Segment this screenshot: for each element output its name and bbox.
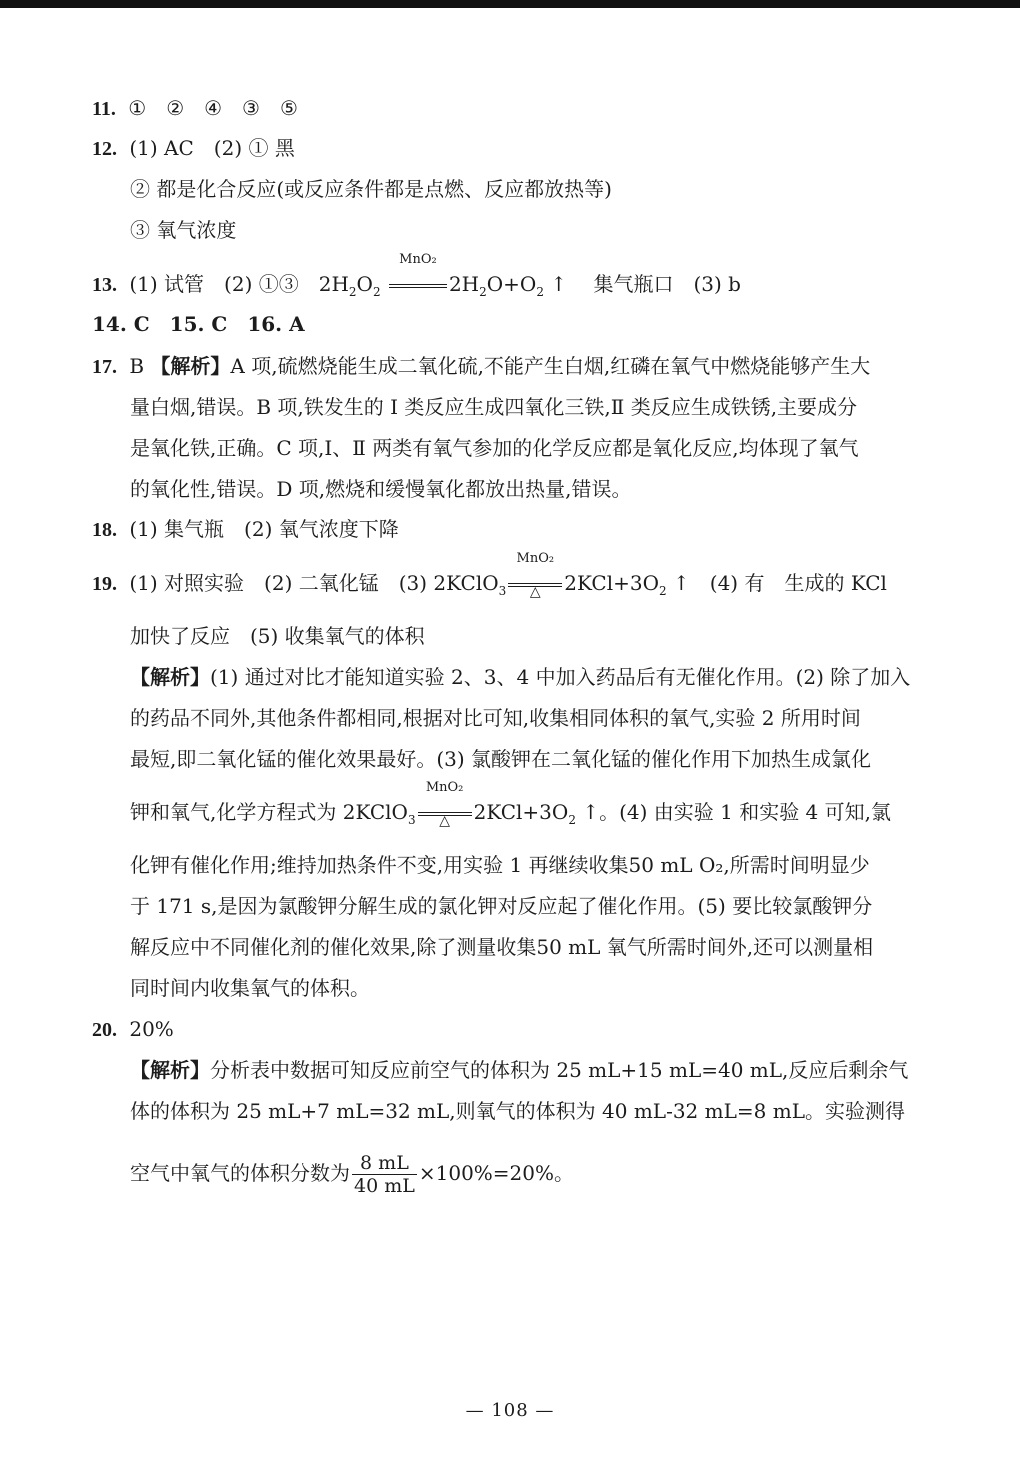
q17-line1: A 项,硫燃烧能生成二氧化硫,不能产生白烟,红磷在氧气中燃烧能够产生大 [230, 354, 871, 378]
q19-explanation-5: 化钾有催化作用;维持加热条件不变,用实验 1 再继续收集50 mL O₂,所需时间明显少 [130, 853, 870, 877]
q19-explanation-2: 的药品不同外,其他条件都相同,根据对比可知,收集相同体积的氧气,实验 2 所用时间 [130, 706, 861, 730]
q11 [92, 94, 298, 123]
q17-answer: B [129, 354, 145, 378]
q12 [92, 134, 295, 163]
q20-number: 20. [92, 1019, 117, 1041]
q13-pre: (1) 试管 (2) ①③ 2H [129, 272, 349, 296]
q13-tail: 集气瓶口 (3) b [573, 272, 741, 296]
q11-answer: ① ② ④ ③ ⑤ [128, 96, 298, 120]
q18-number: 18. [92, 519, 117, 541]
q19-post: 2KCl+3O [564, 571, 660, 595]
q13-number: 13. [92, 274, 117, 296]
q17 [92, 352, 870, 381]
q20-e1: 分析表中数据可知反应前空气的体积为 25 mL+15 mL=40 mL,反应后剩余气 [210, 1058, 909, 1082]
q19-explanation-3: 最短,即二氧化锰的催化效果最好。(3) 氯酸钾在二氧化锰的催化作用下加热生成氯化 [130, 747, 872, 771]
q13-catalyst: MnO₂ [399, 252, 437, 267]
q19-explanation-1 [130, 663, 910, 691]
q20-e3-post: ×100%=20%。 [418, 1161, 575, 1185]
q19: 19. (1) 对照实验 (2) 二氧化锰 (3) 2KClO$_3$ MnO₂ △ $2KCl+3O_2$ ↑ (4) 有 生成的 KCl [92, 551, 887, 600]
q19-condition-arrow [506, 551, 564, 600]
q19-pre: (1) 对照实验 (2) 二氧化锰 (3) 2KClO [129, 571, 499, 595]
q19-e4-heat: △ [439, 813, 450, 829]
q17-analysis-label: 【解析】 [150, 354, 231, 378]
q20-fraction-numerator: 8 mL [352, 1152, 417, 1175]
q19-e4-pre: 钾和氧气,化学方程式为 2KClO [130, 800, 408, 824]
q19-explanation-8: 同时间内收集氧气的体积。 [130, 976, 370, 1000]
q20-analysis-label: 【解析】 [130, 1058, 210, 1082]
q19-e4-gas-arrow: ↑ [582, 800, 600, 824]
q13-condition-arrow [387, 252, 449, 298]
q19-analysis-label: 【解析】 [130, 665, 210, 689]
q19-explanation-7: 解反应中不同催化剂的催化效果,除了测量收集50 mL 氧气所需时间外,还可以测量相 [130, 935, 874, 959]
q14-16: 14. C 15. C 16. A [92, 312, 305, 336]
q13-post1: 2H [448, 272, 480, 296]
q17-line3: 是氧化铁,正确。C 项,Ⅰ、Ⅱ 两类有氧气参加的化学反应都是氧化反应,均体现了氧气 [130, 436, 859, 460]
q20-answer: 20% [129, 1017, 174, 1041]
q20 [92, 1015, 174, 1044]
q20-explanation-2: 体的体积为 25 mL+7 mL=32 mL,则氧气的体积为 40 mL-32 mL=8 mL。实验测得 [130, 1099, 905, 1123]
q20-fraction [352, 1152, 417, 1197]
q13-post2: O+O [486, 272, 537, 296]
q13: 13. (1) 试管 (2) ①③ $2H_2O_2$ MnO₂ $2H_2O+O_2$ ↑ 集气瓶口 (3) b [92, 252, 741, 299]
q19-e4-tail: 。(4) 由实验 1 和实验 4 可知,氯 [599, 800, 892, 824]
q19-catalyst: MnO₂ [516, 551, 555, 566]
q17-line4: 的氧化性,错误。D 项,燃烧和缓慢氧化都放出热量,错误。 [130, 477, 632, 501]
q20-explanation-1 [130, 1056, 908, 1084]
q19-line2: 加快了反应 (5) 收集氧气的体积 [130, 624, 425, 648]
q13-gas-arrow: ↑ [550, 272, 568, 296]
q12-line2: ② 都是化合反应(或反应条件都是点燃、反应都放热等) [130, 177, 612, 201]
q11-number: 11. [92, 98, 116, 120]
q18 [92, 515, 399, 544]
q19-e4-post: 2KCl+3O [473, 800, 569, 824]
q20-fraction-denominator: 40 mL [354, 1175, 415, 1197]
q20-explanation-3 [130, 1152, 574, 1197]
q19-number: 19. [92, 573, 117, 595]
q17-number: 17. [92, 356, 117, 378]
q19-explanation-6: 于 171 s,是因为氯酸钾分解生成的氯化钾对反应起了催化作用。(5) 要比较氯酸钾分 [130, 894, 873, 918]
q18-answer: (1) 集气瓶 (2) 氧气浓度下降 [129, 517, 399, 541]
q20-e3-pre: 空气中氧气的体积分数为 [130, 1161, 350, 1185]
q19-e1: (1) 通过对比才能知道实验 2、3、4 中加入药品后有无催化作用。(2) 除了加入 [210, 665, 911, 689]
top-border [0, 0, 1020, 8]
q19-e4-catalyst: MnO₂ [425, 780, 464, 795]
q19-gas-arrow: ↑ [673, 571, 690, 595]
q19-tail: (4) 有 生成的 KCl [689, 571, 887, 595]
q19-heat: △ [529, 584, 541, 600]
q12-number: 12. [92, 138, 117, 160]
page-number: — 108 — [465, 1400, 555, 1421]
q19-explanation-4: 钾和氧气,化学方程式为 2KClO$_3$ MnO₂ △ $2KCl+3O_2$ ↑。(4) 由实验 1 和实验 4 可知,氯 [130, 780, 892, 829]
q12-line3: ③ 氧气浓度 [130, 218, 237, 242]
q17-line2: 量白烟,错误。B 项,铁发生的 Ⅰ 类反应生成四氧化三铁,Ⅱ 类反应生成铁锈,主要成分 [130, 395, 858, 419]
q12-line1: (1) AC (2) ① 黑 [129, 136, 295, 160]
q19-e4-condition-arrow [416, 780, 474, 829]
